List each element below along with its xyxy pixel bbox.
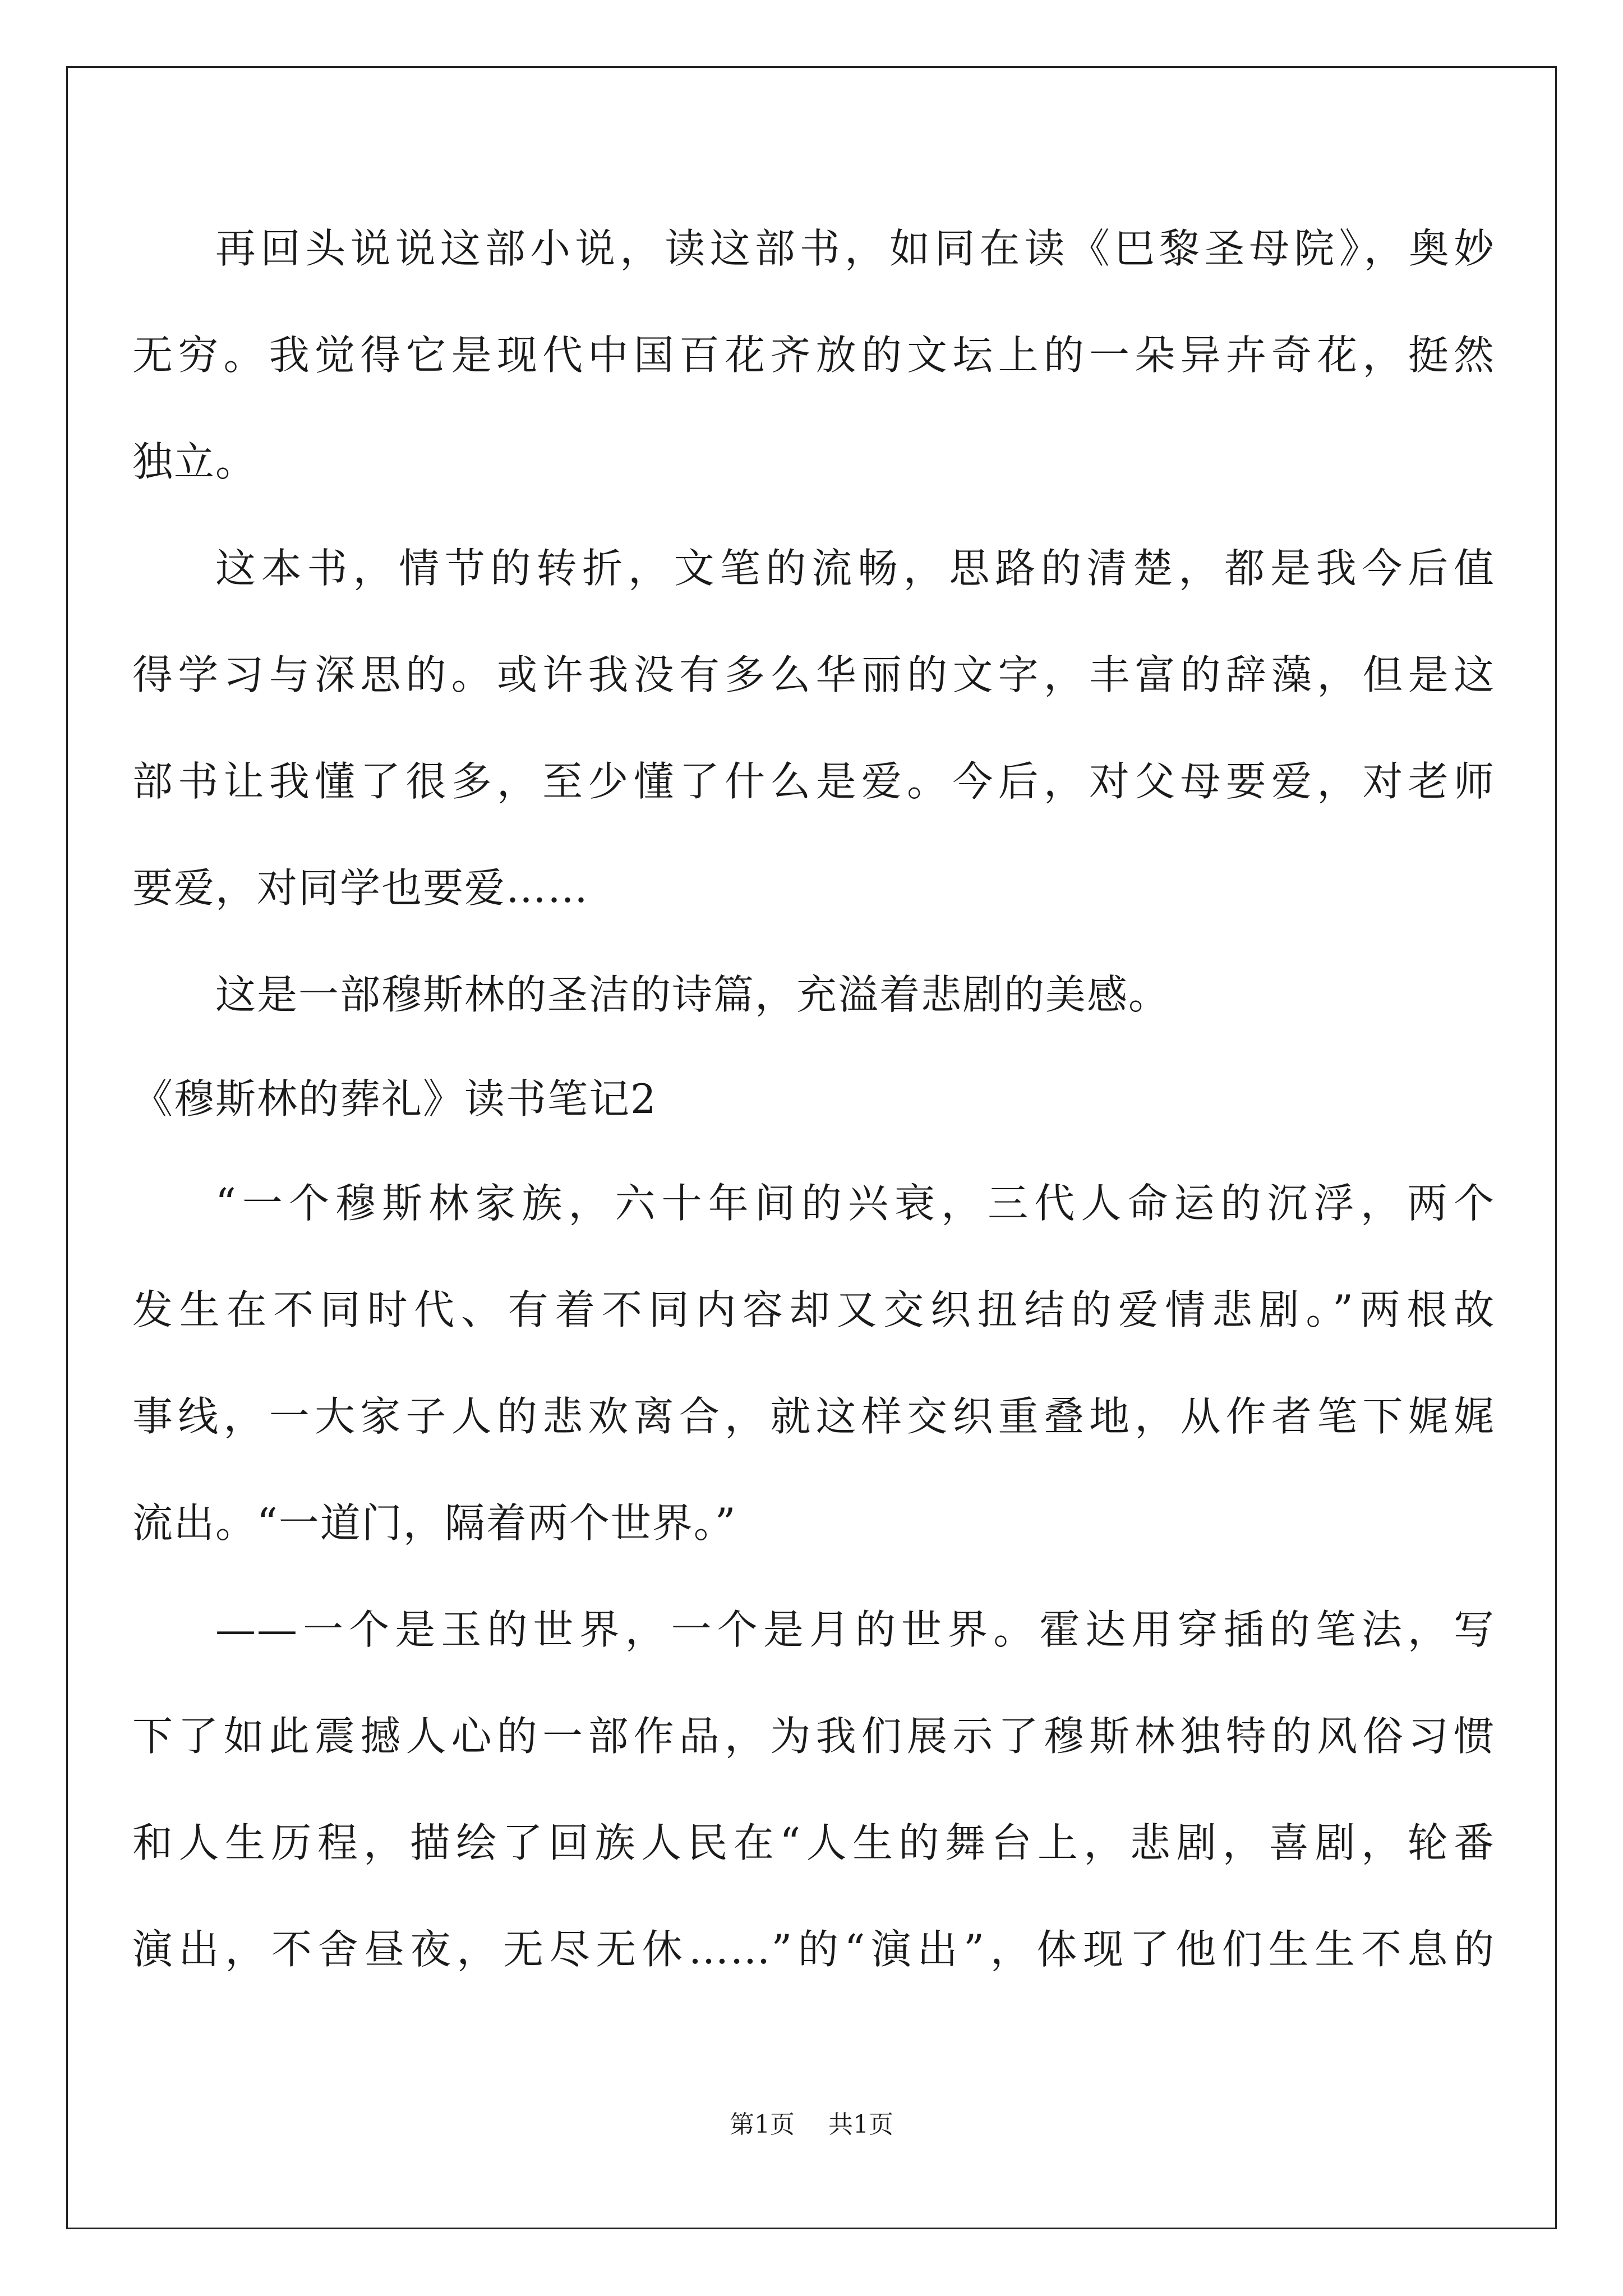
text-line: 要爱，对同学也要爱…… xyxy=(132,864,589,912)
text-line: 这本书，情节的转折，文笔的流畅，思路的清楚，都是我今后值 xyxy=(215,545,1495,592)
text-line: 演出，不舍昼夜，无尽无休……”的“演出”，体现了他们生生不息的 xyxy=(132,1926,1495,1973)
text-line: 发生在不同时代、有着不同内容却又交织扭结的爱情悲剧。”两根故 xyxy=(132,1286,1495,1333)
page-footer xyxy=(0,2108,1623,2142)
text-line: 无穷。我觉得它是现代中国百花齐放的文坛上的一朵异卉奇花，挺然 xyxy=(132,332,1495,379)
text-line: 得学习与深思的。或许我没有多么华丽的文字，丰富的辞藻，但是这 xyxy=(132,651,1495,698)
text-line: “一个穆斯林家族，六十年间的兴衰，三代人命运的沉浮，两个 xyxy=(215,1180,1495,1227)
text-line: ——一个是玉的世界，一个是月的世界。霍达用穿插的笔法，写 xyxy=(215,1606,1495,1653)
text-line: 独立。 xyxy=(132,438,257,485)
text-line: 流出。“一道门，隔着两个世界。” xyxy=(132,1499,737,1547)
text-line: 下了如此震撼人心的一部作品，为我们展示了穆斯林独特的风俗习惯 xyxy=(132,1713,1495,1760)
text-line: 和人生历程，描绘了回族人民在“人生的舞台上，悲剧，喜剧，轮番 xyxy=(132,1819,1495,1866)
section-heading: 《穆斯林的葬礼》读书笔记2 xyxy=(132,1075,657,1122)
page-number: 第1页 xyxy=(730,2110,795,2139)
text-line: 再回头说说这部小说，读这部书，如同在读《巴黎圣母院》，奥妙 xyxy=(215,225,1495,272)
page-total: 共1页 xyxy=(828,2110,893,2139)
text-line: 部书让我懂了很多，至少懂了什么是爱。今后，对父母要爱，对老师 xyxy=(132,758,1495,805)
text-line: 这是一部穆斯林的圣洁的诗篇，充溢着悲剧的美感。 xyxy=(215,971,1170,1018)
text-line: 事线，一大家子人的悲欢离合，就这样交织重叠地，从作者笔下娓娓 xyxy=(132,1393,1495,1440)
